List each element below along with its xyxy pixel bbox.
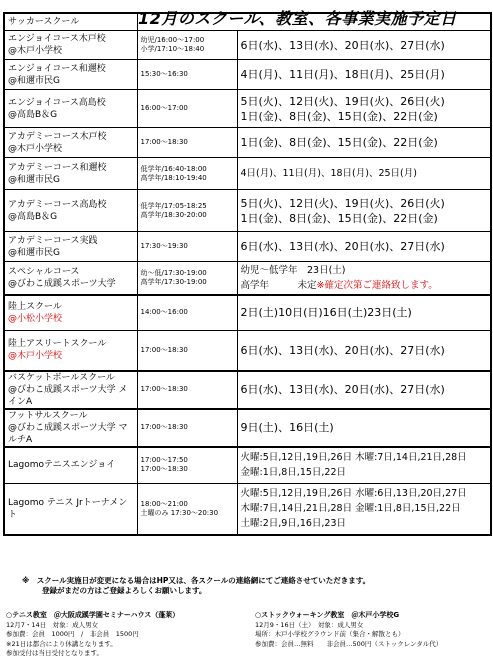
table-row: 陸上アスリートスクール @木戸小学校 17:00～18:30 6日(水)、13日(水)、20日(水)、27日(水) <box>4 331 491 371</box>
school-category-header: サッカースクール <box>4 13 137 31</box>
table-header-row <box>4 13 491 31</box>
table-row: 陸上スクール @小松小学校 14:00～16:00 2日(土)10日(日)16日(土)23日(土) <box>4 295 491 331</box>
walking-class-info: ○ストックウォーキング教室 ＠木戸小学校G 12月9・16日（土） 対象：成人男女 場所：木戸小学校グラウンド前（集合・解散とも） 参加費：会員…無料 非会員…500円（ストックレンタル代） <box>255 611 443 648</box>
table-row: エンジョイコース高島校 @高島B＆G 16:00～17:00 5日(火)、12日(火)、19日(火)、26日(火) 1日(金)、8日(金)、15日(金)、22日(金) <box>4 90 491 128</box>
table-row: Lagomoテニスエンジョイ 17:00～17:50 17:00～18:30 火曜:5日,12日,19日,26日 木曜:7日,14日,21日,28日 金曜:1日,8日,15日,22日 <box>4 447 491 484</box>
table-row: エンジョイコース和邇校 @和邇市民G 15:30～16:30 4日(月)、11日(月)、18日(月)、25日(月) <box>4 60 491 90</box>
table-row: Lagomo テニス Jrトーナメント 18:00～21:00 土曜のみ 17:30～20:30 火曜:5日,12日,19日,26日 水曜:6日,13日,20日,27日 木曜:7日,14日,21日,28日 金曜:1日,8日,15日,22日 土曜:2日,9日,16日,23日 <box>4 484 491 535</box>
table-row: アカデミーコース実践 @和邇市民G 17:30～19:30 6日(水)、13日(水)、20日(水)、27日(水) <box>4 232 491 262</box>
table-row: バスケットボールスクール @びわこ成蹊スポーツ大学 メインA 17:00～18:30 6日(水)、13日(水)、20日(水)、27日(水) <box>4 371 491 409</box>
schedule-table <box>3 12 492 536</box>
time-cell: 幼児/16:00～17:00 小学/17:10～18:40 <box>137 31 237 60</box>
table-row: アカデミーコース高島校 @高島B＆G 低学年/17:05-18:25 高学年/18:30-20:00 5日(火)、12日(火)、19日(火)、26日(火) 1日(金)、8日(金)、15日(金)、22日(金) <box>4 190 491 232</box>
dates-cell: 6日(水)、13日(水)、20日(水)、27日(水) <box>237 31 491 60</box>
tennis-class-info: ○テニス教室 ＠大阪成蹊学園セミナーハウス（蓬莱） 12月7・14日 対象：成人男女 参加費：会員 1000円 / 非会員 1500円 ※21日は都合により休講となります。 参加受付は当日受付となります。 <box>6 611 180 658</box>
table-row: フットサルスクール @びわこ成蹊スポーツ大学 マルチA 17:00～18:30 9日(土)、16日(土) <box>4 409 491 447</box>
schedule-notes: ※ スクール実施日が変更になる場合はHP又は、各スクールの連絡網にてご連絡させていただきます。 登録がまだの方はご登録よろしくお願いします。 <box>22 576 371 595</box>
school-name-cell: エンジョイコース木戸校 @木戸小学校 <box>4 31 137 60</box>
table-row <box>4 31 491 60</box>
table-row: アカデミーコース和邇校 @和邇市民G 低学年/16:40-18:00 高学年/18:10-19:40 4日(月)、11日(月)、18日(月)、25日(月) <box>4 158 491 190</box>
table-row: スペシャルコース @びわこ成蹊スポーツ大学 幼～低/17:30-19:00 高学年/17:30-19:00 幼児～低学年 23日(土) 高学年 未定※確定次第ご連絡致します。 <box>4 262 491 295</box>
notice-text: ※確定次第ご連絡致します。 <box>316 279 438 291</box>
table-row: アカデミーコース木戸校 @木戸小学校 17:00～18:30 1日(金)、8日(金)、15日(金)、22日(金) <box>4 128 491 158</box>
page-title: 12月のスクール、教室、各事業実施予定日 <box>138 9 457 28</box>
